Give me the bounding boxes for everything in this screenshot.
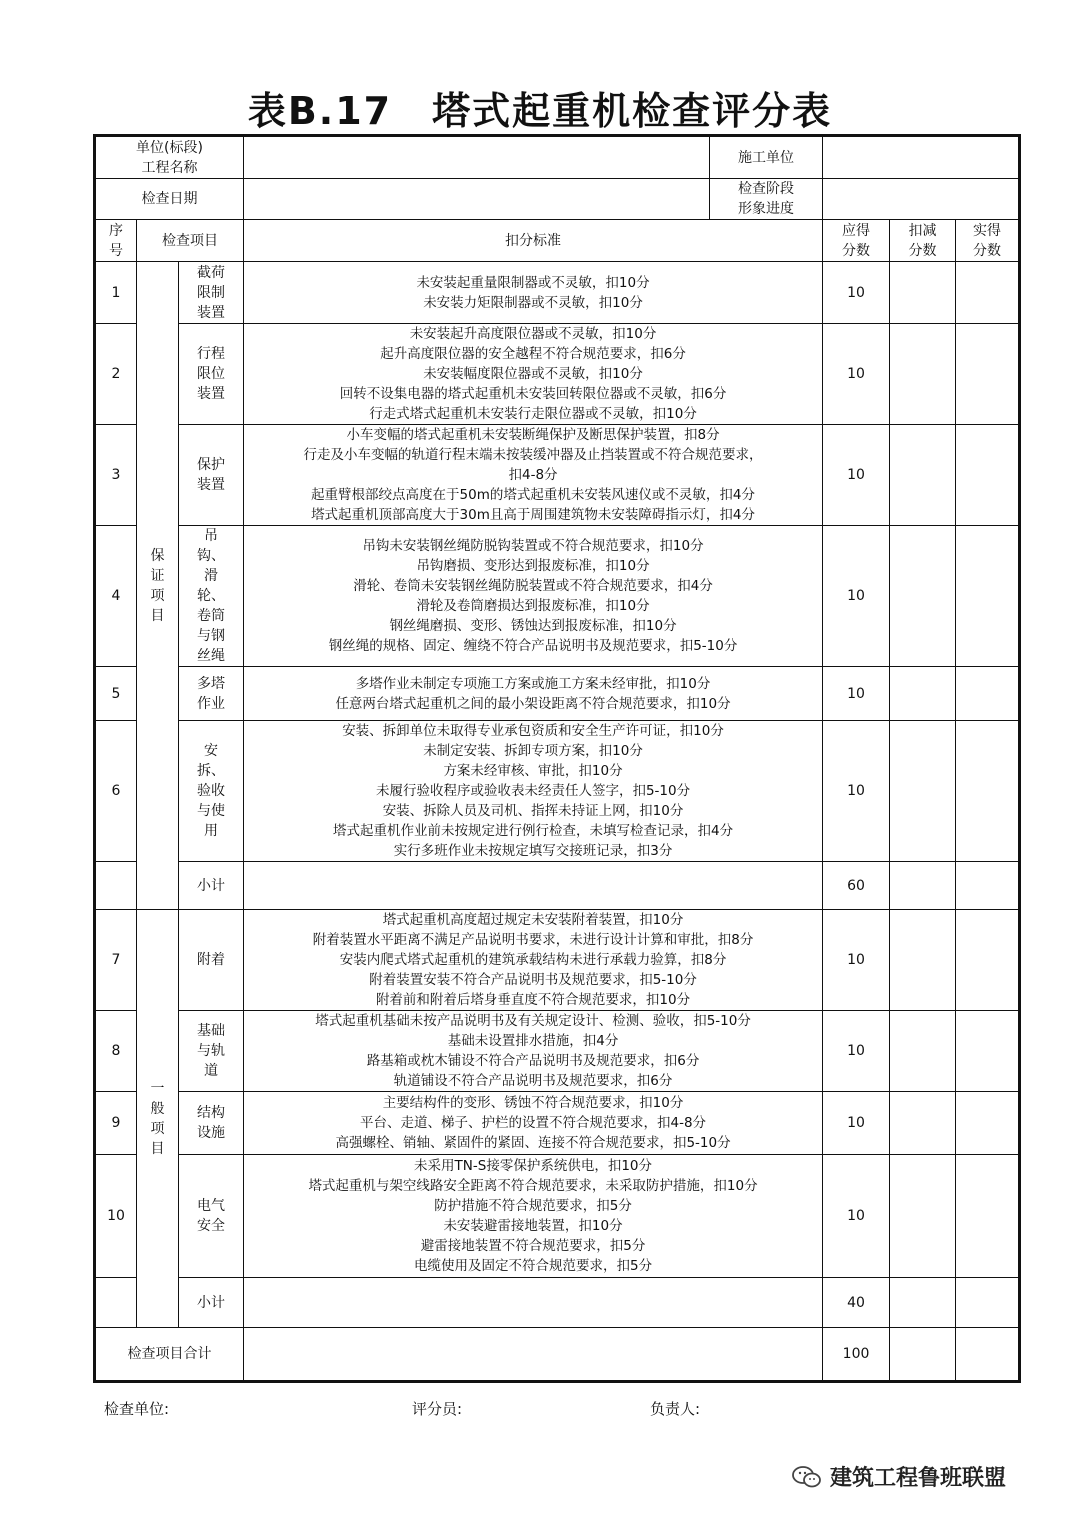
- row-item: [179, 425, 244, 526]
- row-item-text: 行程限位装置: [197, 346, 226, 402]
- watermark: [792, 1461, 1006, 1492]
- criteria-line: 滑轮及卷筒磨损达到报废标准，扣10分: [416, 598, 650, 614]
- row-deduct-field[interactable]: [890, 1092, 956, 1155]
- subtotal-actual-field[interactable]: [956, 1278, 1020, 1328]
- construction-unit-field[interactable]: [823, 136, 1020, 179]
- total-actual-field[interactable]: [956, 1328, 1020, 1382]
- col-actual-text: 实得分数: [973, 222, 1002, 259]
- row-due-score: 10: [823, 1092, 890, 1155]
- unit-project-label-cell: [95, 136, 244, 179]
- row-item-text: 安拆、验收与使用: [197, 743, 226, 839]
- criteria-line: 塔式起重机顶部高度大于30m且高于周围建筑物未安装障碍指示灯，扣4分: [311, 507, 755, 523]
- watermark-text: 建筑工程鲁班联盟: [830, 1466, 1007, 1491]
- row-due-score: 10: [823, 910, 890, 1011]
- row-item: [179, 1092, 244, 1155]
- criteria-line: 扣4-8分: [508, 467, 558, 483]
- criteria-line: 未安装幅度限位器或不灵敏，扣10分: [423, 366, 643, 382]
- criteria-line: 塔式起重机高度超过规定未安装附着装置，扣10分: [382, 912, 684, 928]
- row-criteria: [244, 324, 823, 425]
- row-actual-field[interactable]: [956, 262, 1020, 324]
- project-label: 工程名称: [141, 159, 198, 176]
- row-deduct-field[interactable]: [890, 1155, 956, 1278]
- row-actual-field[interactable]: [956, 526, 1020, 667]
- row-deduct-field[interactable]: [890, 667, 956, 721]
- col-due-text: 应得分数: [842, 222, 871, 259]
- criteria-line: 起升高度限位器的安全越程不符合规范要求，扣6分: [380, 346, 686, 362]
- group-general-text: 一般项目: [150, 1080, 165, 1157]
- row-deduct-field[interactable]: [890, 1011, 956, 1092]
- row-criteria: [244, 721, 823, 862]
- row-criteria: [244, 526, 823, 667]
- row-due-score: 10: [823, 526, 890, 667]
- row-deduct-field[interactable]: [890, 526, 956, 667]
- row-no: 5: [95, 667, 137, 721]
- row-due-score: 10: [823, 324, 890, 425]
- row-actual-field[interactable]: [956, 1155, 1020, 1278]
- row-criteria: [244, 1092, 823, 1155]
- criteria-line: 附着装置水平距离不满足产品说明书要求，未进行设计计算和审批，扣8分: [312, 932, 754, 948]
- stage-label: 检查阶段: [738, 181, 795, 197]
- group-guarantee: [137, 262, 179, 910]
- row-item-text: 基础与轨道: [197, 1023, 226, 1079]
- criteria-line: 路基箱或枕木铺设不符合产品说明书及规范要求，扣6分: [366, 1053, 700, 1069]
- row-item: [179, 262, 244, 324]
- criteria-line: 钢丝绳磨损、变形、锈蚀达到报废标准，扣10分: [389, 618, 677, 634]
- criteria-line: 防护措施不符合规范要求，扣5分: [434, 1198, 632, 1214]
- row-item: [179, 1155, 244, 1278]
- row-no: 10: [95, 1155, 137, 1278]
- row-no: 2: [95, 324, 137, 425]
- row-due-score: 10: [823, 262, 890, 324]
- row-item: [179, 910, 244, 1011]
- subtotal-no-cell: [95, 1278, 137, 1328]
- subtotal-no-cell: [95, 862, 137, 910]
- row-deduct-field[interactable]: [890, 425, 956, 526]
- row-item: [179, 526, 244, 667]
- criteria-line: 行走式塔式起重机未安装行走限位器或不灵敏，扣10分: [369, 406, 697, 422]
- criteria-line: 多塔作业未制定专项施工方案或施工方案未经审批，扣10分: [355, 675, 711, 692]
- row-item-text: 保护装置: [197, 457, 226, 493]
- stage-progress-field[interactable]: [823, 179, 1020, 220]
- criteria-line: 未安装起重量限制器或不灵敏，扣10分: [416, 274, 650, 291]
- criteria-line: 基础未设置排水措施，扣4分: [447, 1033, 619, 1049]
- row-criteria: [244, 262, 823, 324]
- subtotal-label: 小计: [179, 1278, 244, 1328]
- criteria-line: 起重臂根部绞点高度在于50m的塔式起重机未安装风速仪或不灵敏，扣4分: [311, 487, 755, 503]
- row-actual-field[interactable]: [956, 1011, 1020, 1092]
- col-header-item: 检查项目: [137, 220, 244, 262]
- criteria-line: 塔式起重机基础未按产品说明书及有关规定设计、检测、验收，扣5-10分: [315, 1013, 751, 1029]
- criteria-line: 电缆使用及固定不符合规范要求，扣5分: [413, 1258, 653, 1274]
- criteria-line: 附着装置安装不符合产品说明书及规范要求，扣5-10分: [369, 972, 697, 988]
- criteria-line: 任意两台塔式起重机之间的最小架设距离不符合规范要求，扣10分: [335, 695, 731, 712]
- criteria-line: 未安装起升高度限位器或不灵敏，扣10分: [409, 326, 657, 342]
- footer-responsible: 负责人:: [650, 1400, 701, 1418]
- subtotal-criteria-cell: [244, 862, 823, 910]
- col-header-due: [823, 220, 890, 262]
- row-due-score: 10: [823, 721, 890, 862]
- unit-label: 单位(标段): [136, 139, 203, 156]
- criteria-line: 未制定安装、拆卸专项方案，扣10分: [423, 743, 643, 759]
- criteria-line: 塔式起重机作业前未按规定进行例行检查，未填写检查记录，扣4分: [332, 823, 734, 839]
- row-item-text: 截荷限制装置: [197, 264, 226, 321]
- criteria-line: 安装内爬式塔式起重机的建筑承载结构未进行承载力验算，扣8分: [339, 952, 727, 968]
- row-actual-field[interactable]: [956, 425, 1020, 526]
- row-item-text: 吊钩、滑轮、卷筒与钢丝绳: [197, 528, 226, 664]
- row-item-text: 附着: [197, 952, 226, 968]
- row-no: 3: [95, 425, 137, 526]
- criteria-line: 行走及小车变幅的轨道行程末端未按装缓冲器及止挡装置或不符合规范要求，: [303, 447, 763, 463]
- row-actual-field[interactable]: [956, 667, 1020, 721]
- row-criteria: [244, 425, 823, 526]
- group-general: [137, 910, 179, 1328]
- check-date-label: 检查日期: [95, 179, 244, 220]
- progress-label: 形象进度: [738, 201, 795, 217]
- row-no: 1: [95, 262, 137, 324]
- group-guarantee-text: 保证项目: [150, 547, 165, 624]
- total-score: 100: [823, 1328, 890, 1382]
- criteria-line: 未安装避雷接地装置，扣10分: [443, 1218, 623, 1234]
- col-header-deduct: [890, 220, 956, 262]
- row-item: [179, 324, 244, 425]
- criteria-line: 吊钩未安装钢丝绳防脱钩装置或不符合规范要求，扣10分: [362, 538, 704, 554]
- stage-progress-label-cell: [710, 179, 823, 220]
- row-due-score: 10: [823, 667, 890, 721]
- subtotal-deduct-field[interactable]: [890, 862, 956, 910]
- row-actual-field[interactable]: [956, 324, 1020, 425]
- col-header-no: [95, 220, 137, 262]
- subtotal-guarantee-score: 60: [823, 862, 890, 910]
- subtotal-deduct-field[interactable]: [890, 1278, 956, 1328]
- chat-bubbles-icon: [792, 1465, 822, 1489]
- subtotal-criteria-cell: [244, 1278, 823, 1328]
- criteria-line: 未履行验收程序或验收表未经责任人签字，扣5-10分: [375, 783, 691, 799]
- row-criteria: [244, 1155, 823, 1278]
- row-actual-field[interactable]: [956, 1092, 1020, 1155]
- row-no: 8: [95, 1011, 137, 1092]
- row-criteria: [244, 1011, 823, 1092]
- criteria-line: 方案未经审核、审批，扣10分: [443, 763, 623, 779]
- criteria-line: 避雷接地装置不符合规范要求，扣5分: [420, 1238, 646, 1254]
- row-actual-field[interactable]: [956, 721, 1020, 862]
- subtotal-actual-field[interactable]: [956, 862, 1020, 910]
- row-item-text: 电气安全: [197, 1198, 226, 1234]
- criteria-line: 主要结构件的变形、锈蚀不符合规范要求，扣10分: [382, 1095, 684, 1111]
- criteria-line: 小车变幅的塔式起重机未安装断绳保护及断思保护装置，扣8分: [346, 427, 720, 443]
- subtotal-general-score: 40: [823, 1278, 890, 1328]
- page-title: 表B.17 塔式起重机检查评分表: [247, 89, 833, 133]
- subtotal-label: 小计: [179, 862, 244, 910]
- total-criteria-cell: [244, 1328, 823, 1382]
- row-due-score: 10: [823, 1011, 890, 1092]
- criteria-line: 吊钩磨损、变形达到报废标准，扣10分: [416, 558, 650, 574]
- criteria-line: 滑轮、卷筒未安装钢丝绳防脱装置或不符合规范要求，扣4分: [353, 578, 713, 594]
- col-no-text: 序号: [109, 222, 123, 259]
- footer-scorer: 评分员:: [412, 1400, 463, 1418]
- row-deduct-field[interactable]: [890, 910, 956, 1011]
- row-item: [179, 667, 244, 721]
- row-criteria: [244, 910, 823, 1011]
- row-due-score: 10: [823, 425, 890, 526]
- col-deduct-text: 扣减分数: [908, 222, 937, 259]
- project-name-field[interactable]: [244, 136, 710, 179]
- row-item-text: 多塔作业: [197, 675, 226, 712]
- col-header-actual: [956, 220, 1020, 262]
- criteria-line: 塔式起重机与架空线路安全距离不符合规范要求，未采取防护措施，扣10分: [308, 1178, 758, 1194]
- construction-unit-label: 施工单位: [710, 136, 823, 179]
- row-deduct-field[interactable]: [890, 262, 956, 324]
- criteria-line: 安装、拆卸单位未取得专业承包资质和安全生产许可证，扣10分: [342, 723, 724, 739]
- criteria-line: 未安装力矩限制器或不灵敏，扣10分: [423, 294, 643, 311]
- criteria-line: 附着前和附着后塔身垂直度不符合规范要求，扣10分: [375, 992, 691, 1008]
- row-no: 4: [95, 526, 137, 667]
- criteria-line: 实行多班作业未按规定填写交接班记录，扣3分: [393, 843, 673, 859]
- row-deduct-field[interactable]: [890, 324, 956, 425]
- row-due-score: 10: [823, 1155, 890, 1278]
- criteria-line: 钢丝绳的规格、固定、缠绕不符合产品说明书及规范要求，扣5-10分: [328, 638, 738, 654]
- row-no: 9: [95, 1092, 137, 1155]
- criteria-line: 未采用TN-S接零保护系统供电，扣10分: [414, 1158, 653, 1174]
- row-item: [179, 721, 244, 862]
- row-item-text: 结构设施: [197, 1105, 226, 1141]
- criteria-line: 高强螺栓、销轴、紧固件的紧固、连接不符合规范要求，扣5-10分: [335, 1135, 731, 1151]
- criteria-line: 平台、走道、梯子、护栏的设置不符合规范要求，扣4-8分: [360, 1115, 707, 1131]
- row-no: 6: [95, 721, 137, 862]
- col-header-criteria: 扣分标准: [244, 220, 823, 262]
- criteria-line: 安装、拆除人员及司机、指挥未持证上网，扣10分: [382, 803, 684, 819]
- row-no: 7: [95, 910, 137, 1011]
- criteria-line: 回转不设集电器的塔式起重机未安装回转限位器或不灵敏，扣6分: [339, 386, 727, 402]
- total-deduct-field[interactable]: [890, 1328, 956, 1382]
- check-date-field[interactable]: [244, 179, 710, 220]
- total-label: 检查项目合计: [95, 1328, 244, 1382]
- row-deduct-field[interactable]: [890, 721, 956, 862]
- row-actual-field[interactable]: [956, 910, 1020, 1011]
- row-item: [179, 1011, 244, 1092]
- row-criteria: [244, 667, 823, 721]
- inspection-score-table: [93, 134, 1021, 1383]
- criteria-line: 轨道铺设不符合产品说明书及规范要求，扣6分: [393, 1073, 673, 1089]
- footer-inspect-unit: 检查单位:: [104, 1400, 170, 1418]
